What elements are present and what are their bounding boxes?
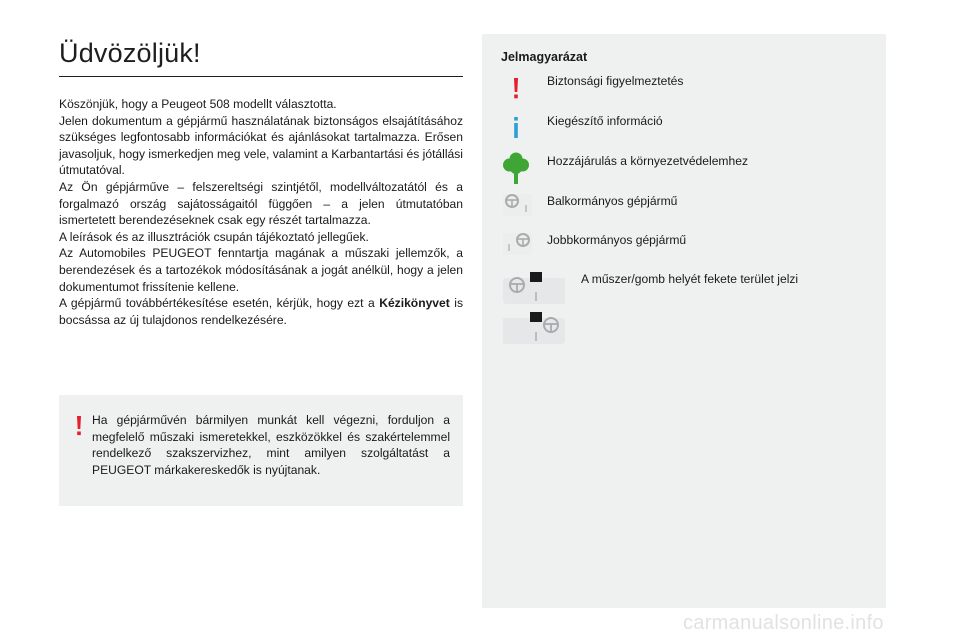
left-hand-drive-icon: [503, 192, 532, 216]
legend-panel: [482, 34, 886, 608]
intro-paragraph: Köszönjük, hogy a Peugeot 508 modellt választotta.: [59, 97, 337, 111]
page-title: Üdvözöljük!: [59, 38, 201, 68]
intro-paragraph: A leírások és az illusztrációk csupán tájékoztató jellegűek.: [59, 229, 369, 244]
legend-item-safety: Biztonsági figyelmeztetés: [547, 74, 684, 88]
intro-paragraph: Az Automobiles PEUGEOT fenntartja magának a műszaki jellemzők, a berendezések és a tartozékok módosításának a jogát anélkül, hogy a jelen dokumentumot frissítenie kellene.: [59, 246, 463, 294]
exclamation-icon: [76, 416, 82, 436]
warning-text: Ha gépjárművén bármilyen munkát kell végezni, forduljon a megfelelő műszaki ismeretekkel, eszközökkel és szakértelemmel rendelkező szakszervizhez, mint amilyen szolgáltatást a PEUGEOT márkakereskedők is nyújtanak.: [92, 413, 450, 477]
intro-paragraph: Az Ön gépjárműve – felszereltségi szintjétől, modellváltozatától és a forgalmazó ország sajátosságaitól függően – a jelen útmutatóban ismertetett berendezéseknek csak egy részét tartalmazza.: [59, 179, 463, 228]
manual-name: Kézikönyvet: [379, 296, 450, 311]
title-divider: [59, 76, 463, 77]
warning-box: [59, 395, 463, 506]
legend-item-dashboard-marker: A műszer/gomb helyét fekete terület jelzi: [581, 272, 799, 286]
handover-text-end: is bocsássa az új tulajdonos rendelkezésére.: [59, 296, 464, 327]
intro-text: [59, 96, 463, 328]
dashboard-marker-rhd-icon: [503, 312, 565, 344]
legend-item-info: Kiegészítő információ: [547, 114, 663, 128]
legend-title: Jelmagyarázat: [501, 50, 588, 64]
watermark: carmanualsonline.info: [683, 612, 884, 634]
tree-icon: [503, 152, 529, 184]
handover-text: A gépjármű továbbértékesítése esetén, kérjük, hogy ezt a: [59, 296, 380, 311]
intro-paragraph: Jelen dokumentum a gépjármű használatának biztonságos elsajátításához szükséges legfontosabb információkat és ajánlásokat tartalmazza. Erősen javasoljuk, hogy ismerkedjen meg vele, valamint a Karbantartási és jótállási útmutatóval.: [59, 113, 463, 178]
intro-paragraph-handover: [59, 295, 463, 328]
intro-column: [59, 36, 463, 328]
exclamation-icon: [513, 78, 519, 99]
right-hand-drive-icon: [503, 231, 532, 255]
legend-item-right-hand-drive: Jobbkormányos gépjármű: [547, 233, 687, 247]
legend-item-environment: Hozzájárulás a környezetvédelemhez: [547, 154, 748, 168]
dashboard-marker-icon: [503, 272, 565, 304]
legend-item-left-hand-drive: Balkormányos gépjármű: [547, 194, 678, 208]
info-icon: [513, 117, 519, 138]
